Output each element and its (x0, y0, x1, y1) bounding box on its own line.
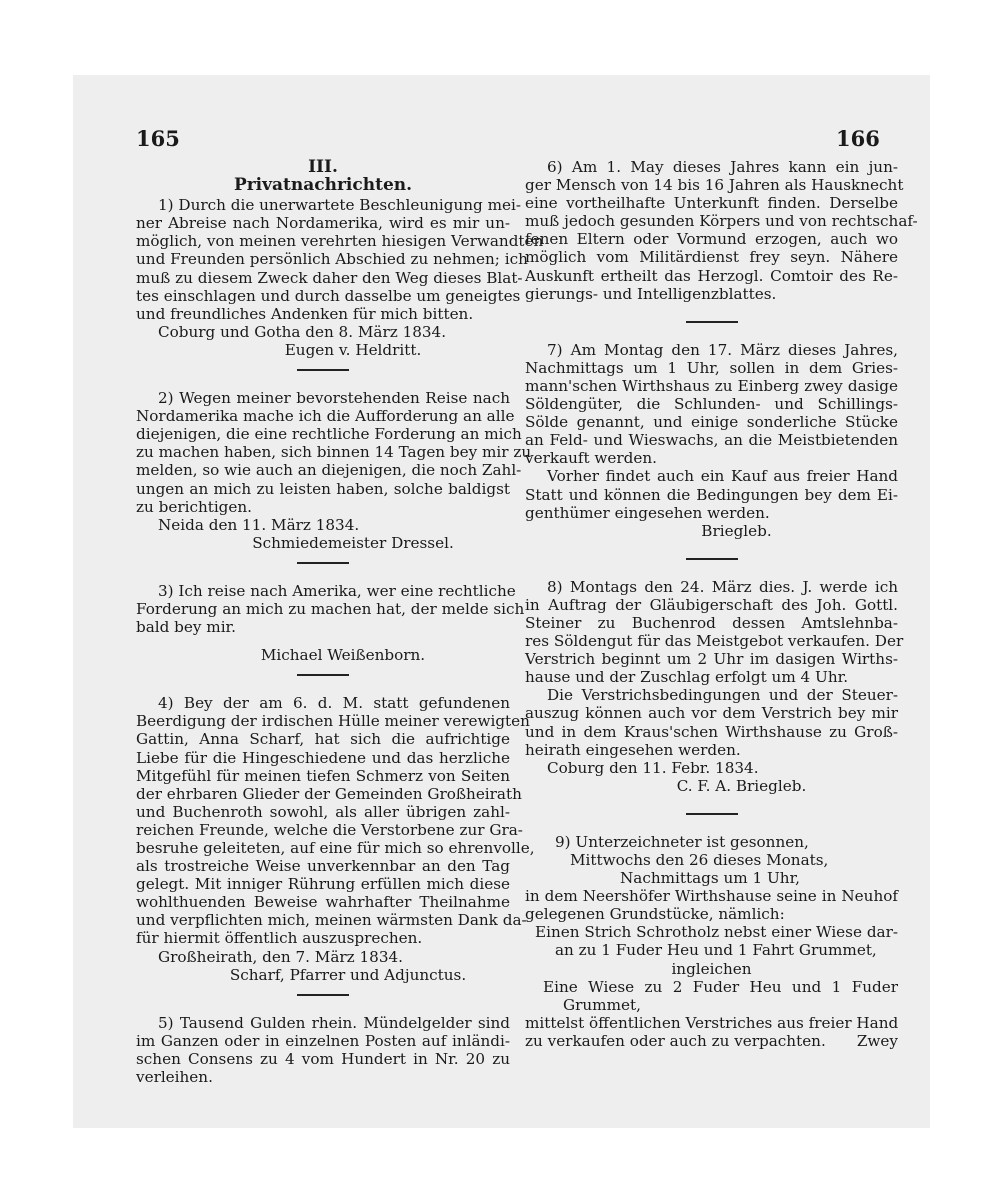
notice-line: zu berichtigen. (136, 497, 253, 516)
notice-line: hause und der Zuschlag erfolgt um 4 Uhr. (525, 668, 849, 687)
notice-8 (525, 577, 904, 795)
notice-line: 7) Am Montag den 17. März dieses Jahres, (547, 340, 898, 359)
signature: Schmiedemeister Dressel. (252, 533, 454, 552)
notice-line: Vorher findet auch ein Kauf aus freier Hand (547, 467, 898, 486)
notice-line: verleihen. (136, 1068, 213, 1087)
notice-line: Nachmittags um 1 Uhr, (620, 869, 800, 888)
page-number-left: 165 (136, 126, 180, 151)
notice-1 (136, 196, 544, 359)
catchword: Zwey (856, 1031, 898, 1050)
notice-line: reichen Freunde, welche die Verstorbene zur Gra- (136, 820, 523, 839)
notice-line: an zu 1 Fuder Heu und 1 Fahrt Grummet, (555, 941, 877, 960)
right-column (525, 158, 918, 1050)
signature: Briegleb. (701, 521, 772, 540)
notice-line: möglich, von meinen verehrten hiesigen Verwandten (136, 232, 544, 251)
signature: Scharf, Pfarrer und Adjunctus. (229, 965, 467, 984)
section-numeral: III. (308, 157, 338, 177)
notice-line: und in dem Kraus'schen Wirthshause zu Groß- (525, 722, 898, 741)
notice-line: gelegenen Grundstücke, nämlich: (525, 905, 785, 924)
notice-line: Sölde genannt, und einige sonderliche Stücke (525, 413, 898, 432)
notice-line: in dem Neershöfer Wirthshause seine in Neuhof (525, 887, 898, 906)
notice-line: und verpflichten mich, meinen wärmsten Dank da- (136, 911, 527, 930)
notice-line: ner Abreise nach Nordamerika, wird es mir un- (136, 214, 510, 233)
notice-line: ungen an mich zu leisten haben, solche baldigst (136, 479, 510, 498)
notice-line: Nordamerika mache ich die Aufforderung an alle (136, 407, 515, 426)
notice-line: im Ganzen oder in einzelnen Posten auf inländi- (136, 1031, 510, 1050)
notice-7 (525, 341, 898, 540)
notice-line: heirath eingesehen werden. (525, 740, 741, 759)
notice-line: Steiner zu Buchenrod dessen Amtslehnba- (525, 613, 898, 632)
notice-6 (525, 158, 918, 303)
notice-line: in Auftrag der Gläubigerschaft des Joh. Gottl. (525, 595, 898, 614)
notice-line: Nachmittags um 1 Uhr, sollen in dem Gries- (525, 358, 898, 377)
notice-line: 1) Durch die unerwartete Beschleunigung mei- (158, 196, 521, 215)
left-column (136, 157, 544, 1087)
notice-line: 4) Bey der am 6. d. M. statt gefundenen (158, 694, 510, 713)
notice-line (525, 1032, 898, 1050)
notice-line: an Feld- und Wieswachs, an die Meistbietenden (525, 431, 898, 450)
notice-line: schen Consens zu 4 vom Hundert in Nr. 20 zu (136, 1049, 510, 1068)
notice-line: 3) Ich reise nach Amerika, wer eine rechtliche (158, 581, 516, 600)
notice-line: Beerdigung der irdischen Hülle meiner verewigten (136, 712, 530, 731)
notice-line: Eine Wiese zu 2 Fuder Heu und 1 Fuder (543, 977, 898, 996)
place-date: Großheirath, den 7. März 1834. (158, 947, 403, 966)
notice-line: mittelst öffentlichen Verstriches aus freier Hand (525, 1013, 899, 1032)
section-title: Privatnachrichten. (233, 175, 413, 196)
notice-line: auszug können auch vor dem Verstrich bey mir (525, 704, 898, 723)
place-date: Coburg und Gotha den 8. März 1834. (158, 322, 447, 341)
notice-line: eine vortheilhafte Unterkunft finden. Derselbe (525, 194, 898, 213)
notice-line: Auskunft ertheilt das Herzogl. Comtoir des Re- (525, 266, 898, 285)
notice-line: 8) Montags den 24. März dies. J. werde ich (547, 577, 898, 596)
notice-line: Mitgefühl für meinen tiefen Schmerz von Seiten (136, 766, 510, 785)
notice-3 (136, 581, 525, 665)
notice-line: Mittwochs den 26 dieses Monats, (570, 851, 829, 869)
signature: Michael Weißenborn. (260, 646, 426, 665)
notice-line: Söldengüter, die Schlunden- und Schillings- (525, 395, 898, 414)
notice-line: 5) Tausend Gulden rhein. Mündelgelder sind (158, 1013, 510, 1032)
notice-line: als trostreiche Weise unverkennbar an den Tag (136, 857, 510, 876)
notice-line: res Söldengut für das Meistgebot verkaufen. Der (525, 632, 904, 651)
notice-line: Grummet, (563, 995, 641, 1014)
notice-line: bald bey mir. (136, 618, 236, 637)
notice-line: diejenigen, die eine rechtliche Forderung an mich (136, 425, 522, 444)
notice-4 (136, 694, 535, 984)
notice-5 (136, 1014, 510, 1086)
notice-line: Forderung an mich zu machen hat, der melde sich (136, 599, 525, 618)
notice-line: ingleichen (671, 959, 752, 978)
notice-9 (525, 833, 898, 1050)
notice-line: ger Mensch von 14 bis 16 Jahren als Hausknecht (525, 176, 904, 195)
notice-2 (136, 389, 532, 552)
signature: C. F. A. Briegleb. (676, 776, 807, 795)
notice-line: der ehrbaren Glieder der Gemeinden Großheirath (136, 784, 522, 803)
notice-line: melden, so wie auch an diejenigen, die noch Zahl- (136, 461, 522, 480)
notice-line: und freundliches Andenken für mich bitten. (136, 304, 474, 323)
notice-line: mann'schen Wirthshaus zu Einberg zwey dasige (525, 376, 898, 395)
notice-line: 9) Unterzeichneter ist gesonnen, (555, 832, 809, 851)
notice-line: Liebe für die Hingeschiedene und das herzliche (136, 748, 510, 767)
notice-line: wohlthuenden Beweise wahrhafter Theilnahme (136, 893, 510, 912)
notice-line: Verstrich beginnt um 2 Uhr im dasigen Wirths- (525, 650, 898, 669)
notice-line: muß jedoch gesunden Körpers und von rechtschaf- (525, 212, 918, 231)
notice-line: verkauft werden. (525, 449, 657, 468)
notice-line: muß zu diesem Zweck daher den Weg dieses Blat- (136, 268, 523, 287)
page-number-right: 166 (836, 126, 880, 151)
signature: Eugen v. Heldritt. (284, 340, 422, 359)
notice-line: gelegt. Mit inniger Rührung erfüllen mich diese (136, 875, 510, 894)
notice-line-text: zu verkaufen oder auch zu verpachten. (525, 1031, 826, 1050)
notice-line: Die Verstrichsbedingungen und der Steuer- (547, 686, 898, 705)
notice-line: Einen Strich Schrotholz nebst einer Wiese dar- (535, 923, 898, 942)
notice-line: zu machen haben, sich binnen 14 Tagen bey mir zu (136, 443, 532, 462)
place-date: Coburg den 11. Febr. 1834. (547, 758, 759, 777)
notice-line: Statt und können die Bedingungen bey dem Ei- (525, 485, 898, 504)
notice-line: besruhe geleiteten, auf eine für mich so ehrenvolle, (136, 839, 535, 857)
notice-line: genthümer eingesehen werden. (525, 503, 770, 522)
notice-line: für hiermit öffentlich auszusprechen. (136, 929, 423, 948)
notice-line: und Freunden persönlich Abschied zu nehmen; ich (136, 250, 528, 269)
notice-line: 6) Am 1. May dieses Jahres kann ein jun- (547, 158, 898, 176)
notice-line: gierungs- und Intelligenzblattes. (525, 284, 777, 303)
notice-line: tes einschlagen und durch dasselbe um geneigtes (136, 286, 521, 305)
notice-line: und Buchenroth sowohl, als aller übrigen zahl- (136, 802, 510, 821)
notice-line: fenen Eltern oder Vormund erzogen, auch wo (525, 230, 898, 249)
place-date: Neida den 11. März 1834. (158, 515, 360, 534)
notice-line: 2) Wegen meiner bevorstehenden Reise nach (158, 389, 510, 408)
notice-line: Gattin, Anna Scharf, hat sich die aufrichtige (136, 730, 510, 749)
notice-line: möglich vom Militärdienst frey seyn. Nähere (525, 248, 898, 267)
